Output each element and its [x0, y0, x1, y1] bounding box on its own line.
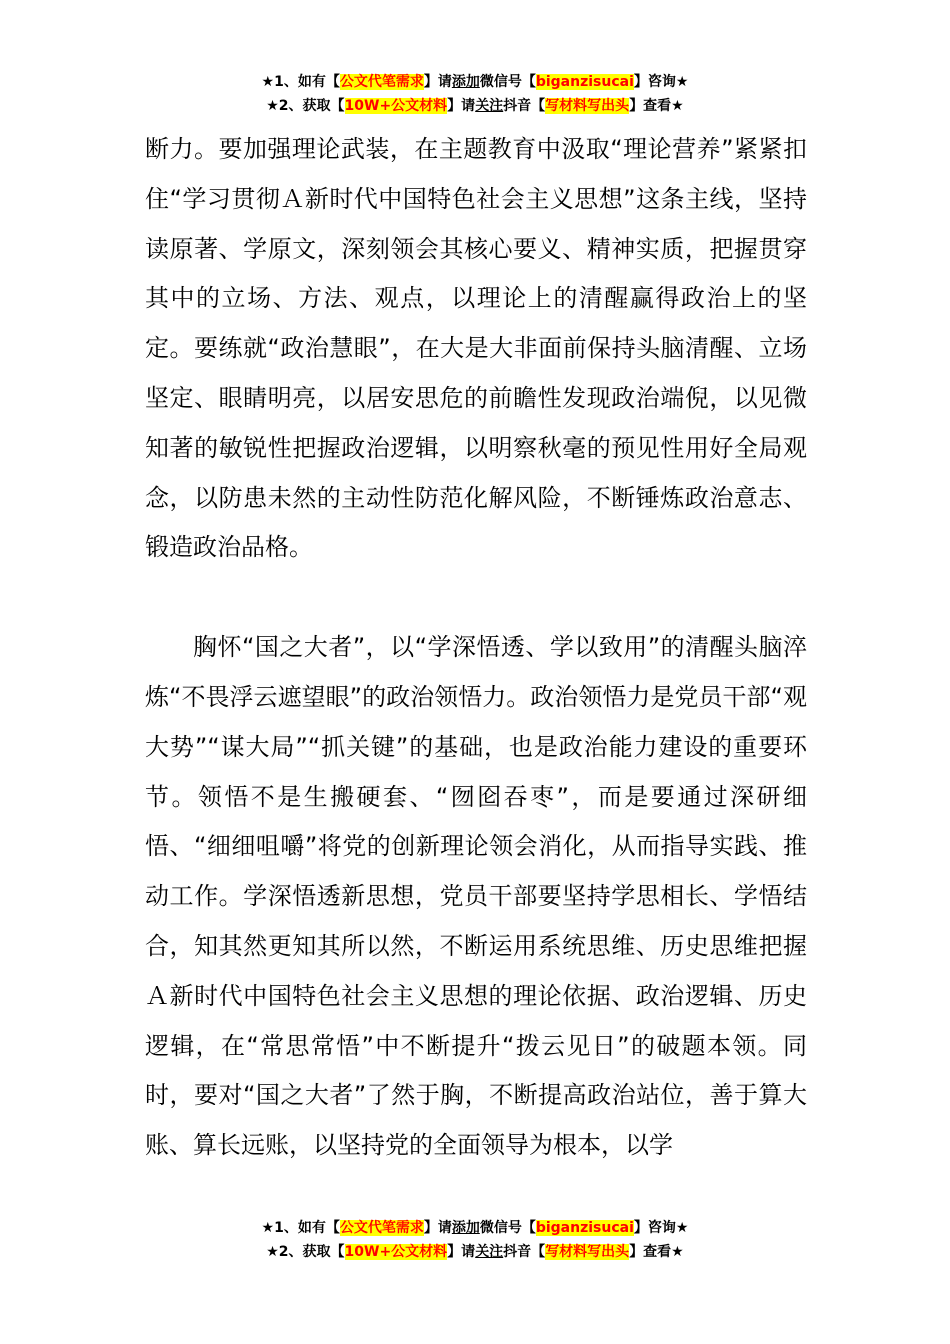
highlight-wechat-id: biganzisucai [535, 74, 634, 90]
highlight-wechat-id: biganzisucai [535, 1220, 634, 1236]
paragraph-gap [145, 573, 807, 623]
banner-line-2: ★2、获取【10W+公文材料】请关注抖音【写材料写出头】查看★ [266, 98, 684, 114]
highlight-service: 公文代笔需求 [339, 74, 424, 90]
banner-line-1: ★1、如有【公文代笔需求】请添加微信号【biganzisucai】咨询★ [261, 74, 689, 90]
paragraph-1: 断力。要加强理论武装，在主题教育中汲取“理论营养”紧紧扣住“学习贯彻Ａ新时代中国特色社会主义思想”这条主线，坚持读原著、学原文，深刻领会其核心要义、精神实质，把握贯穿其中的立场、方法、观点，以理论上的清醒赢得政治上的坚定。要练就“政治慧眼”，在大是大非面前保持头脑清醒、立场坚定、眼睛明亮，以居安思危的前瞻性发现政治端倪，以见微知著的敏锐性把握政治逻辑，以明察秋毫的预见性用好全局观念，以防患未然的主动性防范化解风险，不断锤炼政治意志、锻造政治品格。 [145, 135, 807, 562]
document-body [145, 125, 807, 1171]
highlight-service: 公文代笔需求 [339, 1220, 424, 1236]
header-banner [0, 70, 950, 118]
highlight-materials: 10W+公文材料 [344, 1244, 448, 1260]
highlight-materials: 10W+公文材料 [344, 98, 448, 114]
footer-line-2: ★2、获取【10W+公文材料】请关注抖音【写材料写出头】查看★ [266, 1244, 684, 1260]
highlight-douyin: 写材料写出头 [545, 98, 630, 114]
highlight-douyin: 写材料写出头 [545, 1244, 630, 1260]
paragraph-2: 胸怀“国之大者”，以“学深悟透、学以致用”的清醒头脑淬炼“不畏浮云遮望眼”的政治领悟力。政治领悟力是党员干部“观大势”“谋大局”“抓关键”的基础，也是政治能力建设的重要环节。领悟不是生搬硬套、“囫囵吞枣”，而是要通过深研细悟、“细细咀嚼”将党的创新理论领会消化，从而指导实践、推动工作。学深悟透新思想，党员干部要坚持学思相长、学悟结合，知其然更知其所以然，不断运用系统思维、历史思维把握Ａ新时代中国特色社会主义思想的理论依据、政治逻辑、历史逻辑，在“常思常悟”中不断提升“拨云见日”的破题本领。同时，要对“国之大者”了然于胸，不断提高政治站位，善于算大账、算长远账，以坚持党的全面领导为根本，以学 [145, 633, 807, 1160]
footer-line-1: ★1、如有【公文代笔需求】请添加微信号【biganzisucai】咨询★ [261, 1220, 689, 1236]
footer-banner [0, 1216, 950, 1264]
